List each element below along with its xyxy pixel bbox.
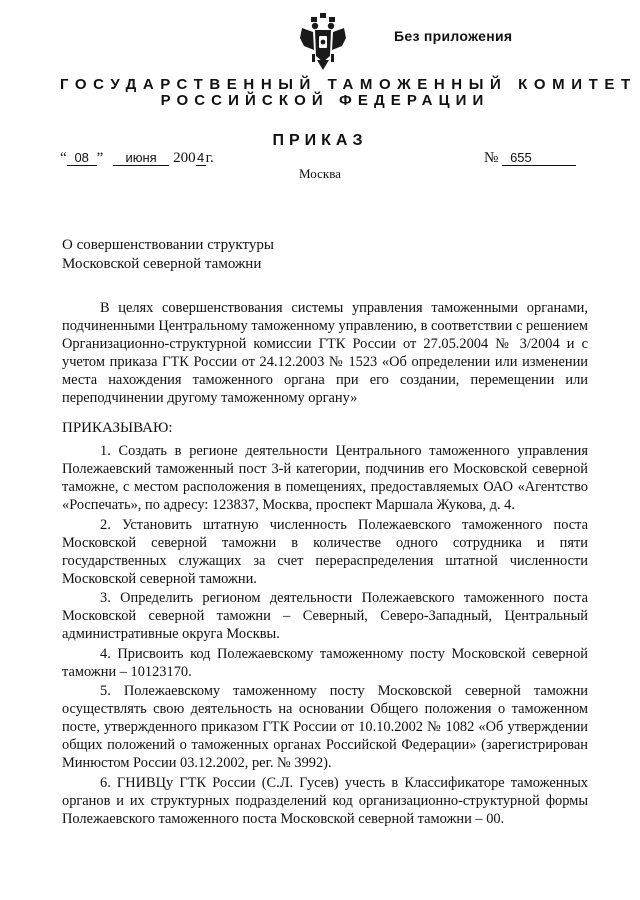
attachment-note: Без приложения	[394, 28, 513, 44]
date-month: июня	[113, 150, 169, 166]
number-label: №	[484, 150, 499, 166]
date-day: 08	[67, 150, 97, 166]
date-year-prefix: 200	[173, 150, 196, 166]
date-year-digit: 4	[196, 150, 205, 165]
date-close-quote: ”	[96, 150, 104, 166]
date-open-quote: “	[60, 150, 67, 166]
order-item-5: 5. Полежаевскому таможенному посту Московской северной таможни осуществлять свою деятельность на основании Общего положения о таможенном посте, утвержденного приказом ГТК России от 10.10.2002 № 1082 «Об утверждении общих положений о таможенных органах Российской Федерации» (зарегистрирован Минюстом России 03.12.2002, рег. № 3992).	[62, 683, 588, 772]
order-item-3: 3. Определить регионом деятельности Полежаевского таможенного поста Московской северной таможни – Северный, Северо-Западный, Центральный административные округа Москвы.	[62, 590, 588, 643]
order-number	[484, 150, 576, 167]
coat-of-arms-icon	[298, 12, 348, 72]
order-items	[62, 442, 588, 830]
order-item-1: 1. Создать в регионе деятельности Центрального таможенного управления Полежаевский таможенный пост 3-й категории, подчинив его Московской северной таможне, с местом расположения в помещениях, предоставляемых ОАО «Агентство «Роспечать», по адресу: 123837, Москва, проспект Маршала Жукова, д. 4.	[62, 443, 588, 513]
number-value: 655	[502, 150, 576, 166]
city: Москва	[299, 166, 341, 181]
organization-name-line2: РОССИЙСКОЙ ФЕДЕРАЦИИ	[160, 92, 490, 109]
order-directive: ПРИКАЗЫВАЮ:	[62, 420, 173, 436]
organization-name-line1: ГОСУДАРСТВЕННЫЙ ТАМОЖЕННЫЙ КОМИТЕТ	[60, 76, 637, 93]
order-item-6: 6. ГНИВЦу ГТК России (С.Л. Гусев) учесть в Классификаторе таможенных органов и их структурных подразделений код организационно-структурной формы Полежаевского таможенного поста Московской северной таможни – 00.	[62, 774, 588, 827]
order-item-4: 4. Присвоить код Полежаевскому таможенному посту Московской северной таможни – 10123170.	[62, 645, 588, 680]
preamble-paragraph: В целях совершенствования системы управления таможенными органами, подчиненными Центральному таможенному управлению, в соответствии с решением Организационно-структурной комиссии ГТК России от 27.05.2004 № 3/2004 и с учетом приказа ГТК России от 24.12.2003 № 1523 «Об определении или изменении места нахождения таможенного органа при его создании, перемещении или переподчинении другому таможенному органу»	[62, 300, 588, 406]
order-date	[60, 150, 214, 167]
order-item-2: 2. Установить штатную численность Полежаевского таможенного поста Московской северной таможни в количестве одного сотрудника и пяти государственных служащих за счет перераспределения штатной численности Московской северной таможни.	[62, 516, 588, 587]
order-subject	[62, 236, 274, 274]
date-year-suffix: г.	[205, 150, 214, 166]
subject-line2: Московской северной таможни	[62, 256, 262, 272]
document-type-title: ПРИКАЗ	[272, 132, 368, 149]
subject-line1: О совершенствовании структуры	[62, 237, 274, 253]
